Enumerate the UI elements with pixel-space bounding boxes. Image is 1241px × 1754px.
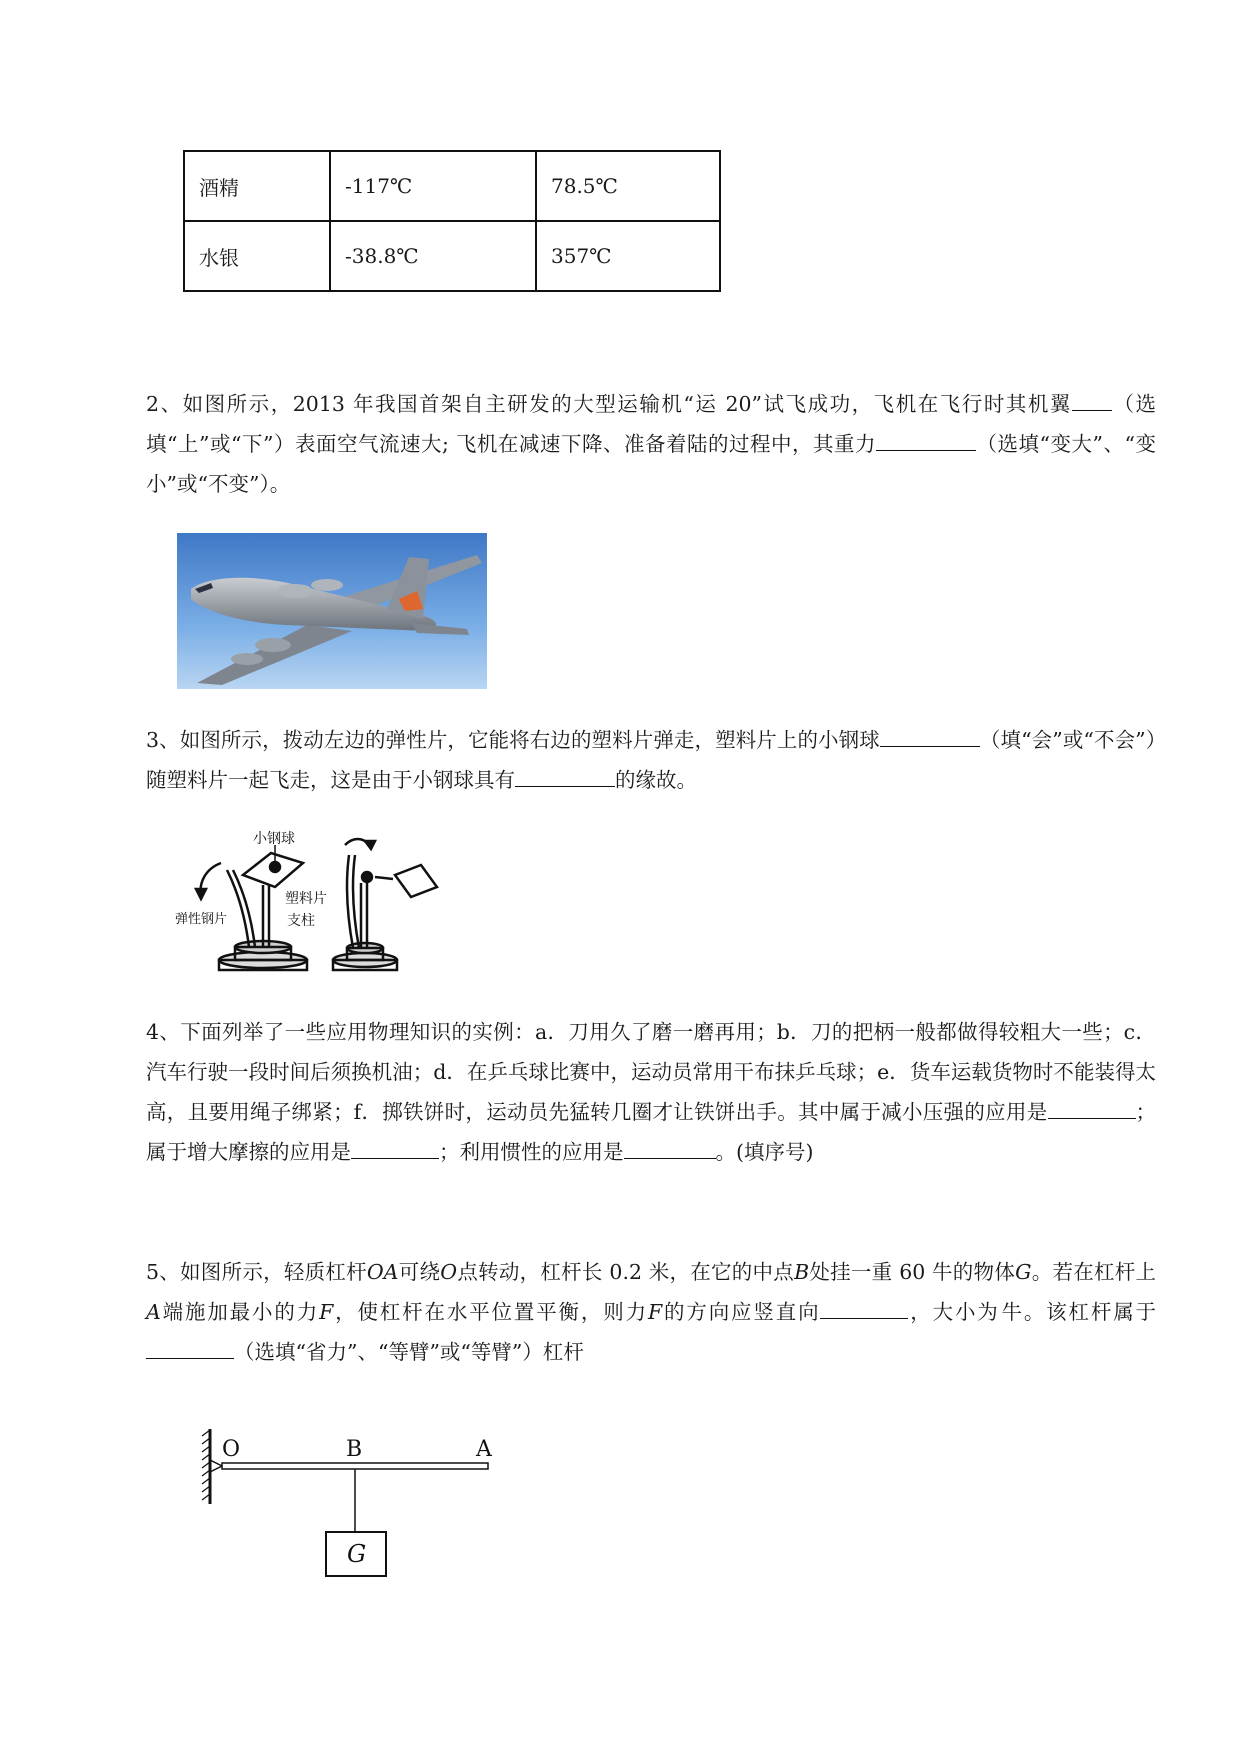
- math-symbol: F: [647, 1300, 663, 1324]
- table-cell: 酒精: [184, 151, 330, 221]
- question-text: 。若在杠杆上: [1031, 1260, 1157, 1284]
- question-text: （选填“变大”、“变小”或“不变”）。: [146, 432, 1156, 496]
- math-symbol: F: [319, 1300, 334, 1324]
- boiling-point-table: [183, 150, 721, 292]
- question-text: 处挂一重 60 牛的物体: [809, 1260, 1016, 1284]
- lever-figure: [200, 1424, 510, 1608]
- question-text: 5、如图所示，轻质杠杆: [146, 1260, 367, 1284]
- question-text: ，大小为: [908, 1300, 1000, 1324]
- question-text: ；属于增大摩擦的应用是: [146, 1100, 1156, 1164]
- table-cell: -117℃: [330, 151, 536, 221]
- question-text: 点转动，杠杆长 0.2 米，在它的中点: [457, 1260, 795, 1284]
- question-text: （填“会”或“不会”）随塑料片一起飞走，这是由于小钢球具有: [146, 728, 1157, 792]
- question-text: 牛。该杠杆属于: [999, 1300, 1157, 1324]
- table-cell: -38.8℃: [330, 221, 536, 291]
- table-row: [184, 221, 720, 291]
- answer-blank[interactable]: [1048, 1098, 1136, 1119]
- question-2: [146, 384, 1156, 504]
- spring-label: 弹性钢片: [175, 912, 228, 927]
- question-4: [146, 1012, 1156, 1172]
- math-symbol: OA: [366, 1260, 399, 1284]
- table-cell: 357℃: [536, 221, 720, 291]
- point-a-label: A: [476, 1437, 492, 1462]
- ball-label: 小钢球: [253, 831, 295, 847]
- answer-blank[interactable]: [624, 1138, 716, 1159]
- question-text: 的方向应竖直向: [662, 1300, 821, 1324]
- question-text: ，使杠杆在水平位置平衡，则力: [333, 1300, 648, 1324]
- math-symbol: A: [146, 1300, 161, 1324]
- answer-blank[interactable]: [351, 1138, 439, 1159]
- table-cell: 78.5℃: [536, 151, 720, 221]
- question-3: [146, 720, 1156, 800]
- lever-diagram: [200, 1424, 510, 1604]
- question-text: 2、如图所示，2013 年我国首架自主研发的大型运输机“运 20”试飞成功，飞机在飞行时其机翼: [146, 392, 1072, 416]
- point-b-label: B: [346, 1437, 363, 1462]
- plastic-label: 塑料片: [285, 891, 327, 907]
- math-symbol: G: [1015, 1260, 1032, 1284]
- pillar-label: 支柱: [287, 913, 315, 929]
- table-row: [184, 151, 720, 221]
- answer-blank[interactable]: [876, 430, 976, 451]
- table-cell: 水银: [184, 221, 330, 291]
- question-text: （选填“上”或“下”）表面空气流速大; 飞机在减速下降、准备着陆的过程中，其重力: [146, 392, 1156, 456]
- steel-ball-diagram: [175, 825, 445, 985]
- question-text: 。(填序号): [715, 1140, 814, 1164]
- question-text: 可绕: [398, 1260, 441, 1284]
- answer-blank[interactable]: [146, 1338, 234, 1359]
- steel-ball-figure: [175, 825, 445, 989]
- point-o-label: O: [222, 1437, 241, 1462]
- question-text: 的缘故。: [615, 768, 697, 792]
- question-text: （选填“省力”、“等臂”或“等臂”）杠杆: [234, 1340, 584, 1364]
- transport-plane-photo: [177, 533, 487, 689]
- question-text: ；利用惯性的应用是: [439, 1140, 624, 1164]
- math-symbol: B: [794, 1260, 810, 1284]
- answer-blank[interactable]: [880, 726, 980, 747]
- question-text: 端施加最小的力: [160, 1300, 320, 1324]
- question-text: 3、如图所示，拨动左边的弹性片，它能将右边的塑料片弹走，塑料片上的小钢球: [146, 728, 880, 752]
- answer-blank[interactable]: [515, 766, 615, 787]
- question-text: 4、下面列举了一些应用物理知识的实例：a．刀用久了磨一磨再用；b．刀的把柄一般都做得较粗大一些；c．汽车行驶一段时间后须换机油；d．在乒乓球比赛中，运动员常用干布抹乒乓球；e．货车运载货物时不能装得太高，且要用绳子绑紧；f．掷铁饼时，运动员先猛转几圈才让铁饼出手。其中属于减小压强的应用是: [146, 1020, 1156, 1124]
- question-5: [146, 1252, 1156, 1372]
- answer-blank[interactable]: [820, 1298, 908, 1319]
- math-symbol: O: [440, 1260, 458, 1284]
- weight-g-label: G: [347, 1540, 367, 1568]
- answer-blank[interactable]: [1072, 390, 1112, 411]
- plane-image: [177, 533, 487, 689]
